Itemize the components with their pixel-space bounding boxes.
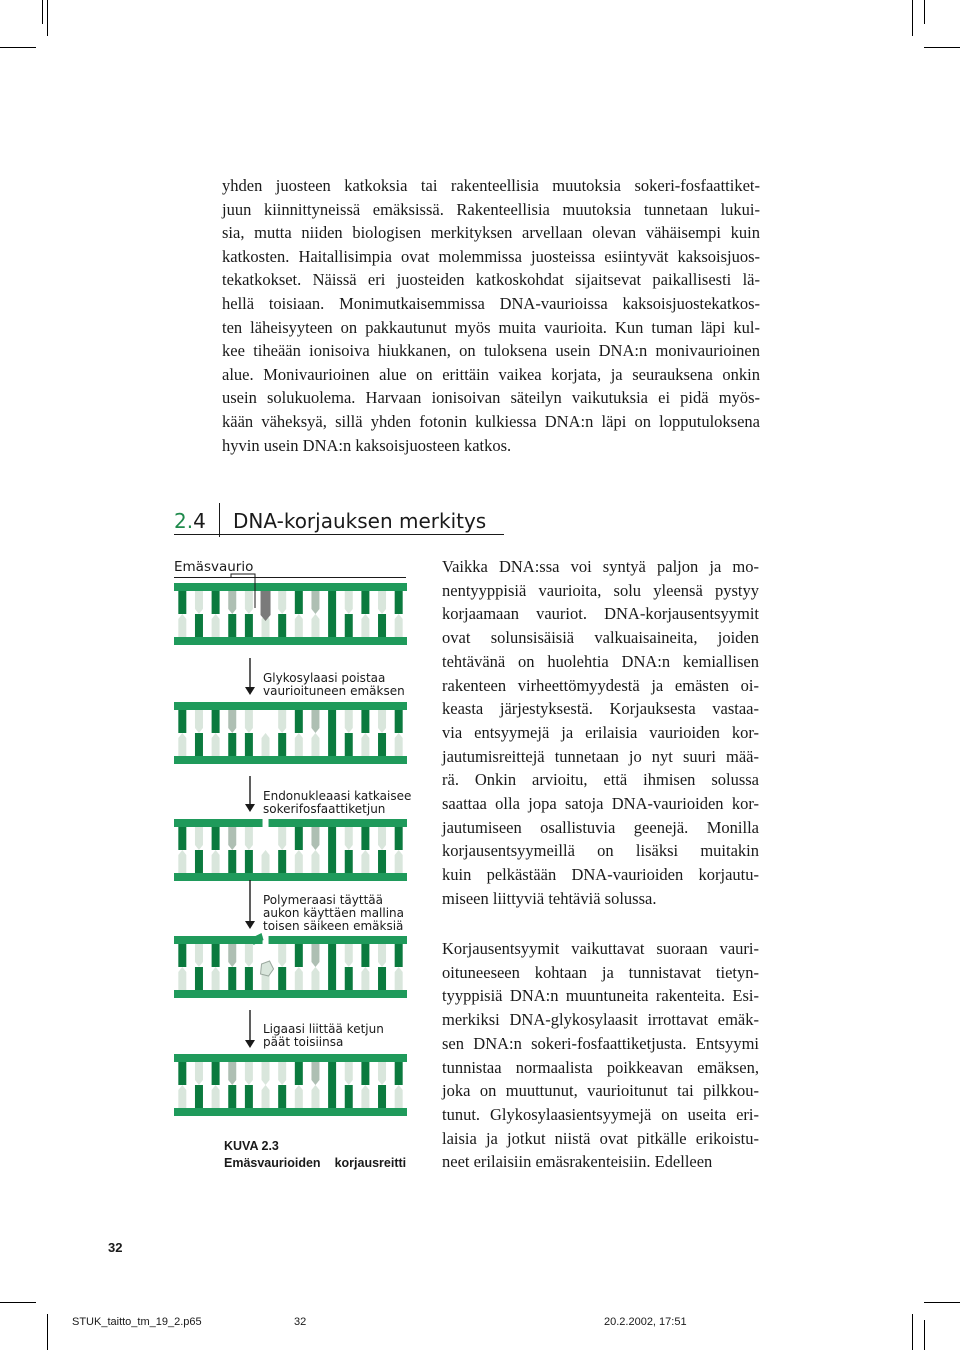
base-lower [295, 967, 303, 990]
base-upper [228, 591, 236, 614]
base-lower [245, 614, 253, 637]
step-label-line: sokerifosfaattiketjun [263, 802, 386, 816]
base-upper [245, 591, 253, 614]
text-line: hyvin usein DNA:n kaksoisjuosteen katkos. [222, 435, 512, 455]
text-line: via entsyymejä ja erilaisia vaurioiden kor- [442, 722, 759, 742]
section-number-sub: 4 [193, 509, 206, 533]
step-label-line: toisen säikeen emäksiä [263, 919, 404, 933]
base-lower [178, 733, 186, 756]
base-lower [295, 850, 303, 873]
base-upper [328, 591, 336, 614]
base-upper [245, 944, 253, 967]
base-lower [295, 733, 303, 756]
text-line: Vaikka DNA:ssa voi syntyä paljon ja mo- [442, 557, 759, 576]
step-label-polymerase [263, 894, 404, 933]
base-upper [361, 1062, 369, 1085]
dna-backbone-top [174, 583, 407, 591]
caption-text-a: Emäsvaurioiden [224, 1156, 321, 1170]
base-lower [311, 967, 319, 990]
text-line: nentyyppisiä vaurioita, solu yleensä pystyy [442, 580, 759, 600]
base-lower [345, 850, 353, 873]
base-upper [311, 591, 319, 614]
text-line: keasta järjestyksestä. Korjauksesta vastaa- [442, 699, 759, 719]
text-line: tehtävänä on huolehtia DNA:n kemiallisen [442, 651, 759, 671]
damaged-base [261, 591, 271, 621]
base-upper [378, 591, 386, 614]
text-line: kee tiheään ionisoiva hiukkanen, on tuloksena usein DNA:n monivaurioinen [222, 341, 760, 361]
base-lower [228, 1085, 236, 1108]
base-upper [328, 827, 336, 850]
base-upper [178, 827, 186, 850]
dna-backbone-bottom [174, 756, 407, 764]
base-lower [378, 733, 386, 756]
text-line: miseen liittyviä tehtäviä solussa. [442, 888, 657, 908]
base-upper [295, 944, 303, 967]
base-lower [345, 1085, 353, 1108]
text-line: rakenteen virheettömyydestä ja emästen oi- [442, 675, 759, 695]
base-lower [178, 850, 186, 873]
base-lower [195, 1085, 203, 1108]
text-line: oituneeseen kohtaan ja tunnistavat tietyn- [442, 962, 759, 982]
base-lower [278, 850, 286, 873]
base-lower [245, 1085, 253, 1108]
base-upper [212, 591, 220, 614]
base-lower [361, 733, 369, 756]
base-lower [178, 967, 186, 990]
base-upper [212, 827, 220, 850]
base-lower [278, 967, 286, 990]
base-upper [361, 591, 369, 614]
text-line: kään väheksyä, sillä yhden fotonin kulkiessa DNA:n läpi on lopputuloksena [222, 411, 760, 431]
base-upper [195, 827, 203, 850]
base-upper [178, 710, 186, 733]
base-upper [328, 1062, 336, 1085]
text-line: kuin pelkästään DNA-vaurioiden korjautu- [442, 865, 759, 885]
base-lower [195, 733, 203, 756]
base-upper [295, 827, 303, 850]
base-upper [395, 591, 403, 614]
text-line: ovat solunsisäisiä valkuaisaineita, joiden [442, 628, 759, 648]
base-upper [378, 710, 386, 733]
base-lower [395, 733, 403, 756]
dna-backbone-top [174, 1054, 407, 1062]
text-line: katkosten. Haitallisimpia ovat molemmissa juosteissa esiintyvät kaksoisjuos- [222, 246, 760, 266]
base-upper [295, 1062, 303, 1085]
base-upper [345, 710, 353, 733]
text-line: alue. Monivaurioinen alue on erittäin vaikea korjata, ja seurauksena onkin [222, 364, 760, 384]
text-line: korjaamaan vauriot. DNA-korjausentsyymit [442, 604, 759, 624]
base-lower [361, 1085, 369, 1108]
section-number-main: 2. [174, 509, 194, 533]
step-label-endonuclease [263, 790, 411, 816]
base-lower [311, 614, 319, 637]
text-line: Korjausentsyymit vaikuttavat suoraan vauri- [442, 939, 759, 958]
dna-backbone-bottom [174, 1108, 407, 1116]
base-upper [395, 710, 403, 733]
text-line: joka on muuttunut, vaurioitunut tai pilkkou- [442, 1081, 759, 1101]
base-upper [195, 591, 203, 614]
step-label-line: Endonukleaasi katkaisee [263, 789, 412, 803]
base-upper [245, 710, 253, 733]
text-line: merkiksi DNA-glykosylaasit irrottavat emäk- [442, 1010, 759, 1030]
base-lower [245, 967, 253, 990]
base-upper [345, 591, 353, 614]
right-paragraph-2 [442, 937, 759, 1174]
step-label-line: Ligaasi liittää ketjun [263, 1022, 384, 1036]
base-upper [195, 710, 203, 733]
dna-backbone-bottom [174, 637, 407, 645]
base-lower [178, 614, 186, 637]
base-lower [295, 614, 303, 637]
base-upper [228, 1062, 236, 1085]
text-line: tekatkokset. Näissä eri juosteiden katkoskohdat sijaitsevat paikallisesti lä- [222, 270, 760, 290]
base-upper [245, 827, 253, 850]
base-lower [311, 733, 319, 756]
base-lower [262, 850, 270, 873]
text-line: usein solukuolema. Harvaan ionisoivan säteilyn vaikutuksia ei pidä myös- [222, 388, 760, 408]
base-upper [395, 827, 403, 850]
step-arrow-head [245, 921, 255, 929]
base-upper [212, 710, 220, 733]
base-upper [361, 827, 369, 850]
base-lower [395, 614, 403, 637]
base-upper [178, 591, 186, 614]
incoming-nucleotide [261, 961, 274, 976]
caption-number: KUVA 2.3 [224, 1139, 279, 1153]
base-upper [195, 944, 203, 967]
caption-text-b: korjausreitti [334, 1156, 407, 1170]
base-lower [345, 614, 353, 637]
text-line: tyyppisiä DNA:n muuntuneita rakenteita. Esi- [442, 986, 759, 1006]
text-line: sia, mutta niiden biologisen merkityksen arvellaan olevan vähäisempi kuin [222, 223, 760, 243]
base-lower [262, 733, 270, 756]
figure-caption [224, 1138, 406, 1172]
base-lower [228, 850, 236, 873]
base-lower [345, 967, 353, 990]
footer-filename: STUK_taitto_tm_19_2.p65 [72, 1316, 202, 1328]
footer-page: 32 [294, 1316, 307, 1328]
base-lower [345, 733, 353, 756]
base-upper [311, 1062, 319, 1085]
base-upper [328, 944, 336, 967]
text-line: juun kiinnittyneissä emäksissä. Rakenteellisia muutoksia tunnetaan lukui- [222, 199, 760, 219]
text-line: korjausentsyymeillä on lisäksi muitakin [442, 841, 759, 861]
base-lower [178, 1085, 186, 1108]
base-upper [345, 827, 353, 850]
step-label-line: Polymeraasi täyttää [263, 893, 383, 907]
base-upper [245, 1062, 253, 1085]
base-lower [328, 1085, 336, 1108]
base-lower [395, 967, 403, 990]
base-upper [278, 944, 286, 967]
base-lower [361, 850, 369, 873]
base-lower [228, 614, 236, 637]
base-upper [178, 1062, 186, 1085]
text-line: neet erilaisiin emäsrakenteisiin. Edelleen [442, 1152, 713, 1172]
footer-timestamp: 20.2.2002, 17:51 [604, 1316, 687, 1328]
base-upper [278, 710, 286, 733]
base-lower [278, 614, 286, 637]
step-label-ligase [263, 1023, 384, 1049]
base-upper [295, 591, 303, 614]
backbone-nick [263, 818, 269, 828]
base-upper [361, 944, 369, 967]
step-arrow-head [245, 1040, 255, 1048]
text-line: hellä toisiaan. Monimutkaisemmissa DNA-vaurioissa kaksoisjuostekatkos- [222, 293, 760, 313]
base-lower [378, 850, 386, 873]
base-lower [395, 850, 403, 873]
base-lower [212, 1085, 220, 1108]
base-upper [395, 1062, 403, 1085]
base-lower [195, 967, 203, 990]
base-lower [195, 614, 203, 637]
base-upper [178, 944, 186, 967]
base-upper [378, 827, 386, 850]
text-line: rä. Onkin arvioitu, että ihmisen solussa [442, 770, 759, 790]
base-upper [378, 944, 386, 967]
caption-text [224, 1155, 406, 1172]
step-label-line: vaurioituneen emäksen [263, 684, 405, 698]
base-upper [395, 944, 403, 967]
text-line: saattaa olla jopa satoja DNA-vaurioiden kor- [442, 794, 759, 814]
base-lower [245, 733, 253, 756]
dna-backbone-top [174, 936, 407, 944]
base-lower [328, 614, 336, 637]
page-number: 32 [108, 1240, 123, 1255]
base-upper [278, 591, 286, 614]
base-upper [212, 1062, 220, 1085]
base-upper [228, 944, 236, 967]
base-lower [378, 967, 386, 990]
base-lower [295, 1085, 303, 1108]
base-upper [228, 710, 236, 733]
base-lower [311, 850, 319, 873]
base-lower [395, 1085, 403, 1108]
base-upper [195, 1062, 203, 1085]
base-upper [295, 710, 303, 733]
base-upper [278, 1062, 286, 1085]
base-upper [328, 710, 336, 733]
dna-backbone-top [174, 702, 407, 710]
figure-title: Emäsvaurio [174, 559, 254, 575]
base-lower [328, 850, 336, 873]
step-arrow-head [245, 687, 255, 695]
base-upper [345, 1062, 353, 1085]
base-upper [311, 827, 319, 850]
text-line: yhden juosteen katkoksia tai rakenteellisia muutoksia sokeri-fosfaattiket- [222, 176, 760, 195]
text-line: ten läheisyyteen on pakkautunut myös muita vaurioita. Kun tuman läpi kul- [222, 317, 760, 337]
base-upper [228, 827, 236, 850]
base-upper [345, 944, 353, 967]
base-upper [361, 710, 369, 733]
base-lower [361, 967, 369, 990]
text-line: sen DNA:n sokeri-fosfaattiketjusta. Entsyymi [442, 1033, 759, 1053]
dna-backbone-bottom [174, 873, 407, 881]
base-lower [262, 1085, 270, 1108]
base-lower [212, 850, 220, 873]
base-lower [361, 614, 369, 637]
step-label-glycosylase [263, 672, 405, 698]
section-title: DNA-korjauksen merkitys [233, 509, 487, 533]
base-lower [328, 967, 336, 990]
text-line: jautumisreittejä tunnetaan jo nyt suuri mää- [442, 746, 759, 766]
step-label-line: päät toisiinsa [263, 1035, 344, 1049]
base-upper [278, 827, 286, 850]
repaired-base [262, 1062, 270, 1085]
base-lower [278, 1085, 286, 1108]
base-lower [378, 1085, 386, 1108]
base-upper [311, 710, 319, 733]
text-line: tunut. Glykosylaasientsyymejä on useita eri- [442, 1104, 759, 1124]
base-upper [212, 944, 220, 967]
text-line: tunnistaa normaalista poikkeavan emäksen, [442, 1057, 759, 1077]
base-lower [212, 967, 220, 990]
base-lower [212, 733, 220, 756]
base-lower [245, 850, 253, 873]
step-label-line: Glykosylaasi poistaa [263, 671, 386, 685]
base-upper [311, 944, 319, 967]
right-paragraph-1 [442, 555, 759, 911]
base-lower [228, 967, 236, 990]
base-lower [195, 850, 203, 873]
dna-backbone-top [174, 819, 407, 827]
base-lower [278, 733, 286, 756]
base-upper [378, 1062, 386, 1085]
base-lower [212, 614, 220, 637]
base-lower [328, 733, 336, 756]
dna-backbone-bottom [174, 990, 407, 998]
base-lower [378, 614, 386, 637]
text-line: laisia ja jotkut niistä ovat pitkälle erikoistu- [442, 1128, 759, 1148]
step-label-line: aukon käyttäen mallina [263, 906, 405, 920]
step-arrow-head [245, 804, 255, 812]
base-lower [311, 1085, 319, 1108]
text-line: jautumiseen osallistuvia geenejä. Monilla [442, 817, 759, 837]
base-lower [228, 733, 236, 756]
